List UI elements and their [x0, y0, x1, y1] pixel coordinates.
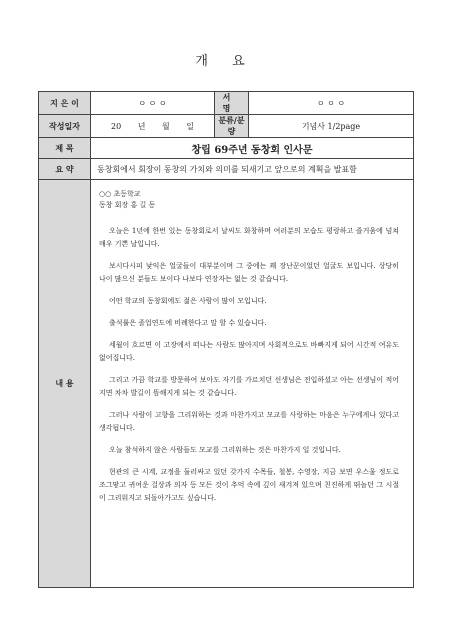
paragraph: 출석률은 졸업연도에 비례한다고 말 할 수 있습니다. [109, 319, 267, 327]
category-label: 분류/분량 [215, 115, 249, 138]
subject-label: 제 목 [39, 138, 91, 159]
paragraph: 현관의 큰 시계, 교정을 둘러싸고 있던 갖가지 수목들, 철봉, 수영장, 지금 보면 우스울 정도로 조그맣고 귀여운 걸상과 의자 등 모든 것이 추억 속에 깊이 새겨져 있으며 친진하게 뛰놀던 그 시절이 그리워지고 되돌아가고도 싶습니다. [99, 468, 399, 502]
summary-label: 요 약 [39, 159, 91, 180]
date-label: 작성일자 [39, 115, 91, 138]
document-title: 개 요 [195, 54, 255, 69]
date-row [39, 115, 414, 138]
sender-name: 동창 회장 홍 길 동 [99, 201, 156, 209]
paragraph: 그러나 사람이 고향을 그리워하는 것과 마찬가지고 모교를 사랑하는 마음은 누구에게나 있다고 생각됩니다. [99, 411, 399, 432]
paragraph: 오늘은 1년에 한번 있는 동창회로서 날씨도 화창하며 여러분의 모습도 평랑하고 즐거움에 넘쳐 매우 기쁜 날입니다. [99, 227, 399, 248]
subject-value: 창립 69주년 동창회 인사문 [91, 138, 414, 159]
signature-value: ㅇ ㅇ ㅇ [249, 92, 414, 115]
summary-form [38, 91, 414, 588]
content-body [91, 180, 414, 588]
content-row [39, 180, 414, 588]
subject-row [39, 138, 414, 159]
category-value: 기념사 1/2page [249, 115, 414, 138]
sender-school: ○○ 초등학교 [99, 190, 141, 198]
paragraph: 어떤 학교의 동창회에도 젊은 사람이 많이 모입니다. [109, 297, 267, 305]
summary-value: 동창회에서 회장이 동창의 가치와 의미를 되새기고 앞으로의 계획을 발표함 [91, 159, 414, 180]
paragraph: 오늘 참석하지 않은 사람들도 모교를 그리워하는 것은 마찬가지 일 것입니다. [109, 446, 341, 454]
paragraph: 세월이 흐르면 이 고장에서 떠나는 사람도 많아지며 사회적으로도 바빠지게 되어 시간적 여유도 없어집니다. [99, 341, 399, 362]
author-row [39, 92, 414, 115]
date-value: 20 년 월 일 [91, 115, 215, 138]
paragraph: 그리고 가끔 학교를 방문하여 보아도 자기를 가르치던 선생님은 전입하셨고 아는 선생님이 적어지면 차차 발길이 뜸해지게 되는 것 같습니다. [99, 376, 399, 397]
author-value: ㅇ ㅇ ㅇ [91, 92, 215, 115]
author-label: 지 은 이 [39, 92, 91, 115]
summary-row [39, 159, 414, 180]
content-label: 내 용 [39, 180, 91, 588]
signature-label: 서 명 [215, 92, 249, 115]
paragraph: 보시다시피 낯익은 얼굴들이 대부분이며 그 중에는 꽤 장난꾼이었던 얼굴도 보입니다. 상당히 나이 많으신 분들도 보이다 나보다 연장자는 없는 것 같습니다. [99, 262, 399, 283]
